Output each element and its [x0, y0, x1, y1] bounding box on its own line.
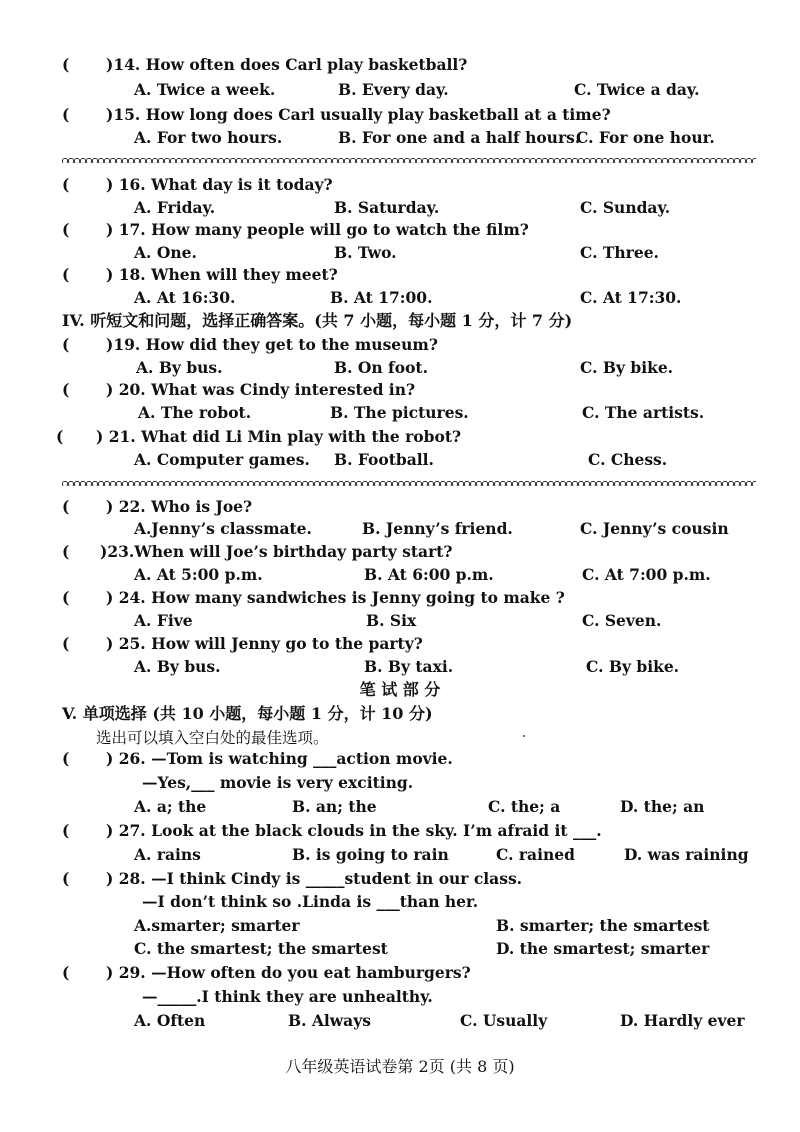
option-a[interactable]: A. At 5:00 p.m. [134, 565, 263, 584]
answer-bracket[interactable]: ( [62, 821, 70, 840]
option-b[interactable]: B. At 17:00. [330, 288, 433, 307]
question-text: —I don’t think so .Linda is ___than her. [142, 892, 479, 911]
option-c[interactable]: C. By bike. [580, 358, 674, 377]
question-text: ) 21. What did Li Min play with the robot? [96, 427, 462, 446]
option-b[interactable]: B. smarter; the smartest [496, 916, 710, 935]
answer-bracket[interactable]: ( [62, 265, 70, 284]
option-c[interactable]: C. rained [496, 845, 575, 864]
option-c[interactable]: C. the smartest; the smartest [134, 939, 388, 958]
option-c[interactable]: C. At 17:30. [580, 288, 682, 307]
option-b[interactable]: B. For one and a half hours. [338, 128, 581, 147]
answer-bracket[interactable]: ( [62, 220, 70, 239]
option-b[interactable]: B. Saturday. [334, 198, 440, 217]
option-a[interactable]: A. Five [134, 611, 193, 630]
wavy-separator [62, 155, 756, 163]
answer-bracket[interactable]: ( [62, 542, 70, 561]
section-4-title: IV. 听短文和问题，选择正确答案。(共 7 小题，每小题 1 分，计 7 分) [62, 311, 573, 330]
question-text: —Yes,___ movie is very exciting. [142, 773, 414, 792]
question-text: )15. How long does Carl usually play basketball at a time? [106, 105, 611, 124]
option-d[interactable]: D. was raining [624, 845, 749, 864]
option-c[interactable]: C. At 7:00 p.m. [582, 565, 711, 584]
option-a[interactable]: A. Friday. [134, 198, 216, 217]
option-c[interactable]: C. Seven. [582, 611, 662, 630]
option-d[interactable]: D. the smartest; smarter [496, 939, 710, 958]
answer-bracket[interactable]: ( [62, 55, 70, 74]
option-b[interactable]: B. an; the [292, 797, 377, 816]
option-a[interactable]: A. The robot. [138, 403, 252, 422]
option-b[interactable]: B. Two. [334, 243, 397, 262]
question-text: ) 17. How many people will go to watch the film? [106, 220, 529, 239]
option-a[interactable]: A. rains [134, 845, 201, 864]
option-b[interactable]: B. Football. [334, 450, 434, 469]
question-text: ) 24. How many sandwiches is Jenny going to make ? [106, 588, 565, 607]
option-d[interactable]: D. the; an [620, 797, 705, 816]
answer-bracket[interactable]: ( [62, 497, 70, 516]
option-a[interactable]: A. a; the [134, 797, 207, 816]
option-a[interactable]: A. One. [134, 243, 197, 262]
question-text: )14. How often does Carl play basketball? [106, 55, 468, 74]
question-text: ) 16. What day is it today? [106, 175, 333, 194]
question-text: ) 25. How will Jenny go to the party? [106, 634, 423, 653]
option-d[interactable]: D. Hardly ever [620, 1011, 745, 1030]
option-c[interactable]: C. For one hour. [576, 128, 715, 147]
question-text: ) 26. —Tom is watching ___action movie. [106, 749, 453, 768]
written-part-title: 笔 试 部 分 [359, 680, 441, 699]
answer-bracket[interactable]: ( [56, 427, 64, 446]
question-text: )23.When will Joe’s birthday party start? [100, 542, 453, 561]
option-c[interactable]: C. Sunday. [580, 198, 671, 217]
option-c[interactable]: C. By bike. [586, 657, 680, 676]
option-b[interactable]: B. Always [288, 1011, 371, 1030]
option-b[interactable]: B. By taxi. [364, 657, 454, 676]
option-c[interactable]: C. Three. [580, 243, 659, 262]
page-footer: 八年级英语试卷第 2页 (共 8 页) [285, 1057, 515, 1076]
answer-bracket[interactable]: ( [62, 963, 70, 982]
question-text: )19. How did they get to the museum? [106, 335, 438, 354]
answer-bracket[interactable]: ( [62, 335, 70, 354]
question-text: ) 18. When will they meet? [106, 265, 338, 284]
option-c[interactable]: C. Twice a day. [574, 80, 700, 99]
option-c[interactable]: C. the; a [488, 797, 561, 816]
option-a[interactable]: A. By bus. [134, 657, 221, 676]
question-text: ) 28. —I think Cindy is _____student in our class. [106, 869, 523, 888]
option-b[interactable]: B. Jenny’s friend. [362, 519, 513, 538]
option-b[interactable]: B. On foot. [334, 358, 428, 377]
option-c[interactable]: C. The artists. [582, 403, 705, 422]
option-a[interactable]: A. Computer games. [134, 450, 310, 469]
option-b[interactable]: B. At 6:00 p.m. [364, 565, 494, 584]
question-text: ) 22. Who is Joe? [106, 497, 253, 516]
answer-bracket[interactable]: ( [62, 749, 70, 768]
answer-bracket[interactable]: ( [62, 634, 70, 653]
option-a[interactable]: A. Often [134, 1011, 206, 1030]
option-a[interactable]: A. Twice a week. [134, 80, 276, 99]
answer-bracket[interactable]: ( [62, 380, 70, 399]
answer-bracket[interactable]: ( [62, 588, 70, 607]
option-a[interactable]: A.smarter; smarter [134, 916, 300, 935]
section-5-instruction: 选出可以填入空白处的最佳选项。 [96, 729, 329, 747]
question-text: ) 29. —How often do you eat hamburgers? [106, 963, 471, 982]
question-text: ) 27. Look at the black clouds in the sky. I’m afraid it ___. [106, 821, 602, 840]
option-b[interactable]: B. is going to rain [292, 845, 449, 864]
option-a[interactable]: A. At 16:30. [134, 288, 236, 307]
option-b[interactable]: B. The pictures. [330, 403, 469, 422]
option-b[interactable]: B. Every day. [338, 80, 449, 99]
option-a[interactable]: A. By bus. [136, 358, 223, 377]
scan-speck [523, 735, 525, 737]
answer-bracket[interactable]: ( [62, 869, 70, 888]
wavy-separator [62, 478, 756, 486]
answer-bracket[interactable]: ( [62, 175, 70, 194]
question-text: ) 20. What was Cindy interested in? [106, 380, 416, 399]
question-text: —_____.I think they are unhealthy. [142, 987, 433, 1006]
section-5-title: V. 单项选择 (共 10 小题，每小题 1 分，计 10 分) [62, 704, 433, 723]
option-a[interactable]: A. For two hours. [134, 128, 283, 147]
answer-bracket[interactable]: ( [62, 105, 70, 124]
option-b[interactable]: B. Six [366, 611, 417, 630]
option-c[interactable]: C. Usually [460, 1011, 548, 1030]
option-a[interactable]: A.Jenny’s classmate. [134, 519, 312, 538]
option-c[interactable]: C. Chess. [588, 450, 668, 469]
option-c[interactable]: C. Jenny’s cousin [580, 519, 729, 538]
